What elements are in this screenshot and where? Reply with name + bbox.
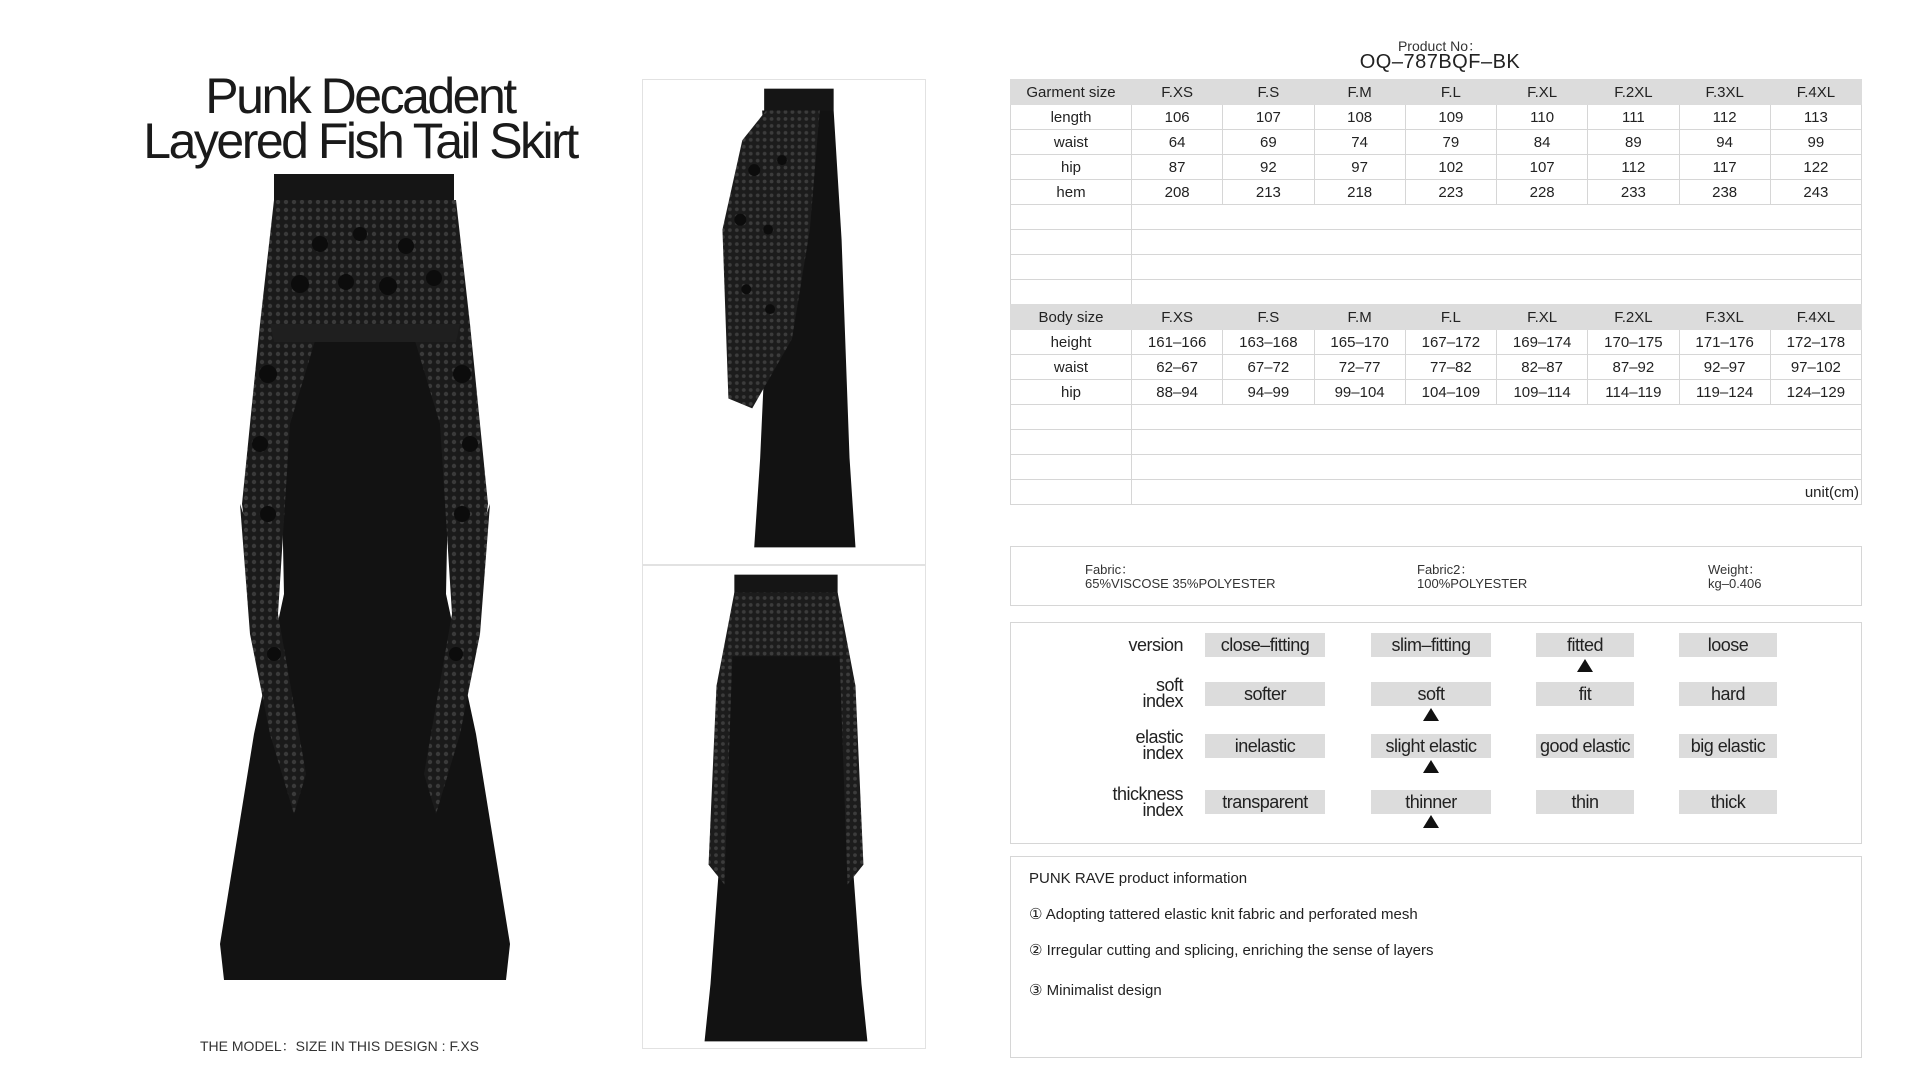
fabric1-label: Fabric：: [1085, 562, 1135, 577]
empty-cell: [1132, 255, 1862, 280]
product-info-title: PUNK RAVE product information: [1029, 870, 1248, 887]
size-header-fm: F.M: [1314, 305, 1405, 330]
empty-row: [1011, 455, 1862, 480]
table-cell: 114–119: [1588, 380, 1679, 405]
version-option-slim-fitting: slim–fitting: [1371, 633, 1491, 657]
product-info-item-3: ③ Minimalist design: [1029, 982, 1162, 999]
garment-size-table: [1010, 79, 1862, 305]
table-cell: 107: [1497, 155, 1588, 180]
empty-cell: [1011, 230, 1132, 255]
unit-label: unit(cm): [1132, 480, 1862, 505]
version-option-close-fitting: close–fitting: [1205, 633, 1325, 657]
table-cell: 109–114: [1497, 380, 1588, 405]
empty-cell: [1011, 455, 1132, 480]
table-row: [1011, 105, 1862, 130]
table-cell: 208: [1132, 180, 1223, 205]
table-cell: 117: [1679, 155, 1770, 180]
table-cell: 62–67: [1132, 355, 1223, 380]
table-cell: 110: [1497, 105, 1588, 130]
size-header-fs: F.S: [1223, 80, 1314, 105]
elastic-option-inelastic: inelastic: [1205, 734, 1325, 758]
table-cell: 64: [1132, 130, 1223, 155]
empty-cell: [1132, 230, 1862, 255]
thickness-option-thick: thick: [1679, 790, 1777, 814]
weight-label: Weight：: [1708, 562, 1762, 577]
table-cell: 113: [1770, 105, 1861, 130]
table-cell: 72–77: [1314, 355, 1405, 380]
body-size-header: Body size: [1011, 305, 1132, 330]
table-cell: 87–92: [1588, 355, 1679, 380]
table-cell: 94: [1679, 130, 1770, 155]
fabric2-info: [1417, 563, 1527, 591]
elastic-index-label: [1051, 729, 1183, 761]
model-size-note: THE MODEL：SIZE IN THIS DESIGN : F.XS: [200, 1038, 480, 1054]
size-header-fxs: F.XS: [1132, 80, 1223, 105]
table-cell: 223: [1405, 180, 1496, 205]
size-header-fxl: F.XL: [1497, 80, 1588, 105]
table-cell: 97–102: [1770, 355, 1861, 380]
elastic-option-big-elastic: big elastic: [1679, 734, 1777, 758]
thickness-selected-arrow-icon: [1423, 815, 1439, 828]
table-cell: 89: [1588, 130, 1679, 155]
table-cell: 99: [1770, 130, 1861, 155]
table-row: [1011, 330, 1862, 355]
product-number: OQ–787BQF–BK: [1359, 51, 1521, 73]
table-cell: 67–72: [1223, 355, 1314, 380]
table-cell: 161–166: [1132, 330, 1223, 355]
product-info-box: [1010, 856, 1862, 1058]
garment-table-header: [1011, 80, 1862, 105]
empty-cell: [1011, 480, 1132, 505]
empty-cell: [1011, 280, 1132, 305]
table-row: [1011, 380, 1862, 405]
row-label: length: [1011, 105, 1132, 130]
empty-row: [1011, 280, 1862, 305]
product-title-line-1: Punk Decadent: [205, 68, 515, 124]
elastic-selected-arrow-icon: [1423, 760, 1439, 773]
table-cell: 111: [1588, 105, 1679, 130]
table-cell: 171–176: [1679, 330, 1770, 355]
weight-value: kg–0.406: [1708, 576, 1762, 591]
size-header-f4xl: F.4XL: [1770, 80, 1861, 105]
table-cell: 169–174: [1497, 330, 1588, 355]
garment-size-header: Garment size: [1011, 80, 1132, 105]
table-cell: 167–172: [1405, 330, 1496, 355]
elastic-index-label-line1: elastic: [1135, 727, 1183, 747]
table-cell: 172–178: [1770, 330, 1861, 355]
size-header-fl: F.L: [1405, 80, 1496, 105]
skirt-front-photo: [210, 174, 520, 980]
row-label: height: [1011, 330, 1132, 355]
empty-cell: [1132, 280, 1862, 305]
product-title: [140, 68, 580, 169]
fabric1-info: [1085, 563, 1276, 591]
weight-info: [1708, 563, 1762, 591]
row-label: hem: [1011, 180, 1132, 205]
table-cell: 107: [1223, 105, 1314, 130]
row-label: hip: [1011, 380, 1132, 405]
table-cell: 99–104: [1314, 380, 1405, 405]
table-cell: 233: [1588, 180, 1679, 205]
thickness-option-thinner: thinner: [1371, 790, 1491, 814]
fabric2-value: 100%POLYESTER: [1417, 576, 1528, 591]
product-title-line-2: Layered Fish Tail Skirt: [143, 113, 577, 169]
table-cell: 238: [1679, 180, 1770, 205]
empty-row: [1011, 430, 1862, 455]
table-cell: 228: [1497, 180, 1588, 205]
soft-option-softer: softer: [1205, 682, 1325, 706]
elastic-option-good-elastic: good elastic: [1536, 734, 1634, 758]
empty-cell: [1132, 455, 1862, 480]
row-label: waist: [1011, 130, 1132, 155]
soft-index-label: [1051, 677, 1183, 709]
table-cell: 112: [1588, 155, 1679, 180]
product-info-item-1: ① Adopting tattered elastic knit fabric and perforated mesh: [1029, 906, 1418, 923]
table-cell: 243: [1770, 180, 1861, 205]
table-cell: 104–109: [1405, 380, 1496, 405]
version-label: [1051, 637, 1183, 653]
fabric1-value: 65%VISCOSE 35%POLYESTER: [1085, 576, 1276, 591]
skirt-back-illustration: [643, 566, 925, 1048]
table-cell: 87: [1132, 155, 1223, 180]
empty-row: [1011, 405, 1862, 430]
version-label-text: version: [1128, 635, 1183, 655]
table-cell: 170–175: [1588, 330, 1679, 355]
thickness-index-label-line1: thickness: [1112, 784, 1183, 804]
size-header-f4xl: F.4XL: [1770, 305, 1861, 330]
table-row: [1011, 155, 1862, 180]
table-cell: 77–82: [1405, 355, 1496, 380]
empty-cell: [1132, 205, 1862, 230]
table-cell: 119–124: [1679, 380, 1770, 405]
table-cell: 69: [1223, 130, 1314, 155]
soft-index-label-line1: soft: [1155, 675, 1183, 695]
table-cell: 82–87: [1497, 355, 1588, 380]
empty-cell: [1011, 255, 1132, 280]
soft-option-hard: hard: [1679, 682, 1777, 706]
empty-row: [1011, 255, 1862, 280]
skirt-side-illustration: [643, 80, 925, 564]
elastic-index-label-line2: index: [1142, 743, 1183, 763]
size-header-f2xl: F.2XL: [1588, 305, 1679, 330]
table-cell: 102: [1405, 155, 1496, 180]
size-header-f2xl: F.2XL: [1588, 80, 1679, 105]
table-cell: 218: [1314, 180, 1405, 205]
version-selected-arrow-icon: [1577, 659, 1593, 672]
body-table-header: [1011, 305, 1862, 330]
product-number-label: Product No：: [1397, 38, 1483, 54]
table-cell: 79: [1405, 130, 1496, 155]
soft-option-fit: fit: [1536, 682, 1634, 706]
size-header-fxl: F.XL: [1497, 305, 1588, 330]
row-label: waist: [1011, 355, 1132, 380]
table-cell: 112: [1679, 105, 1770, 130]
soft-option-soft: soft: [1371, 682, 1491, 706]
empty-cell: [1011, 405, 1132, 430]
table-row: [1011, 130, 1862, 155]
size-header-fs: F.S: [1223, 305, 1314, 330]
table-cell: 97: [1314, 155, 1405, 180]
thickness-index-label: [1051, 786, 1183, 818]
empty-row: [1011, 230, 1862, 255]
thickness-option-thin: thin: [1536, 790, 1634, 814]
table-row: [1011, 180, 1862, 205]
product-info-item-2: ② Irregular cutting and splicing, enriching the sense of layers: [1029, 942, 1434, 959]
table-cell: 92–97: [1679, 355, 1770, 380]
version-option-fitted: fitted: [1536, 633, 1634, 657]
row-label: hip: [1011, 155, 1132, 180]
table-cell: 88–94: [1132, 380, 1223, 405]
empty-row: [1011, 205, 1862, 230]
body-size-table: [1010, 304, 1862, 505]
empty-cell: [1011, 205, 1132, 230]
size-header-fxs: F.XS: [1132, 305, 1223, 330]
thickness-index-label-line2: index: [1142, 800, 1183, 820]
size-header-f3xl: F.3XL: [1679, 80, 1770, 105]
skirt-side-photo: [642, 79, 926, 565]
table-cell: 165–170: [1314, 330, 1405, 355]
unit-row: [1011, 480, 1862, 505]
elastic-option-slight-elastic: slight elastic: [1371, 734, 1491, 758]
soft-selected-arrow-icon: [1423, 708, 1439, 721]
table-cell: 94–99: [1223, 380, 1314, 405]
table-cell: 74: [1314, 130, 1405, 155]
size-header-f3xl: F.3XL: [1679, 305, 1770, 330]
soft-index-label-line2: index: [1142, 691, 1183, 711]
table-cell: 108: [1314, 105, 1405, 130]
table-cell: 109: [1405, 105, 1496, 130]
size-header-fm: F.M: [1314, 80, 1405, 105]
version-option-loose: loose: [1679, 633, 1777, 657]
fabric2-label: Fabric2：: [1417, 562, 1474, 577]
size-header-fl: F.L: [1405, 305, 1496, 330]
fit-index-box: [1010, 622, 1862, 844]
thickness-option-transparent: transparent: [1205, 790, 1325, 814]
table-row: [1011, 355, 1862, 380]
table-cell: 213: [1223, 180, 1314, 205]
skirt-back-photo: [642, 565, 926, 1049]
empty-cell: [1132, 430, 1862, 455]
table-cell: 84: [1497, 130, 1588, 155]
table-cell: 124–129: [1770, 380, 1861, 405]
fabric-info-box: [1010, 546, 1862, 606]
table-cell: 92: [1223, 155, 1314, 180]
table-cell: 122: [1770, 155, 1861, 180]
empty-cell: [1011, 430, 1132, 455]
empty-cell: [1132, 405, 1862, 430]
table-cell: 163–168: [1223, 330, 1314, 355]
table-cell: 106: [1132, 105, 1223, 130]
